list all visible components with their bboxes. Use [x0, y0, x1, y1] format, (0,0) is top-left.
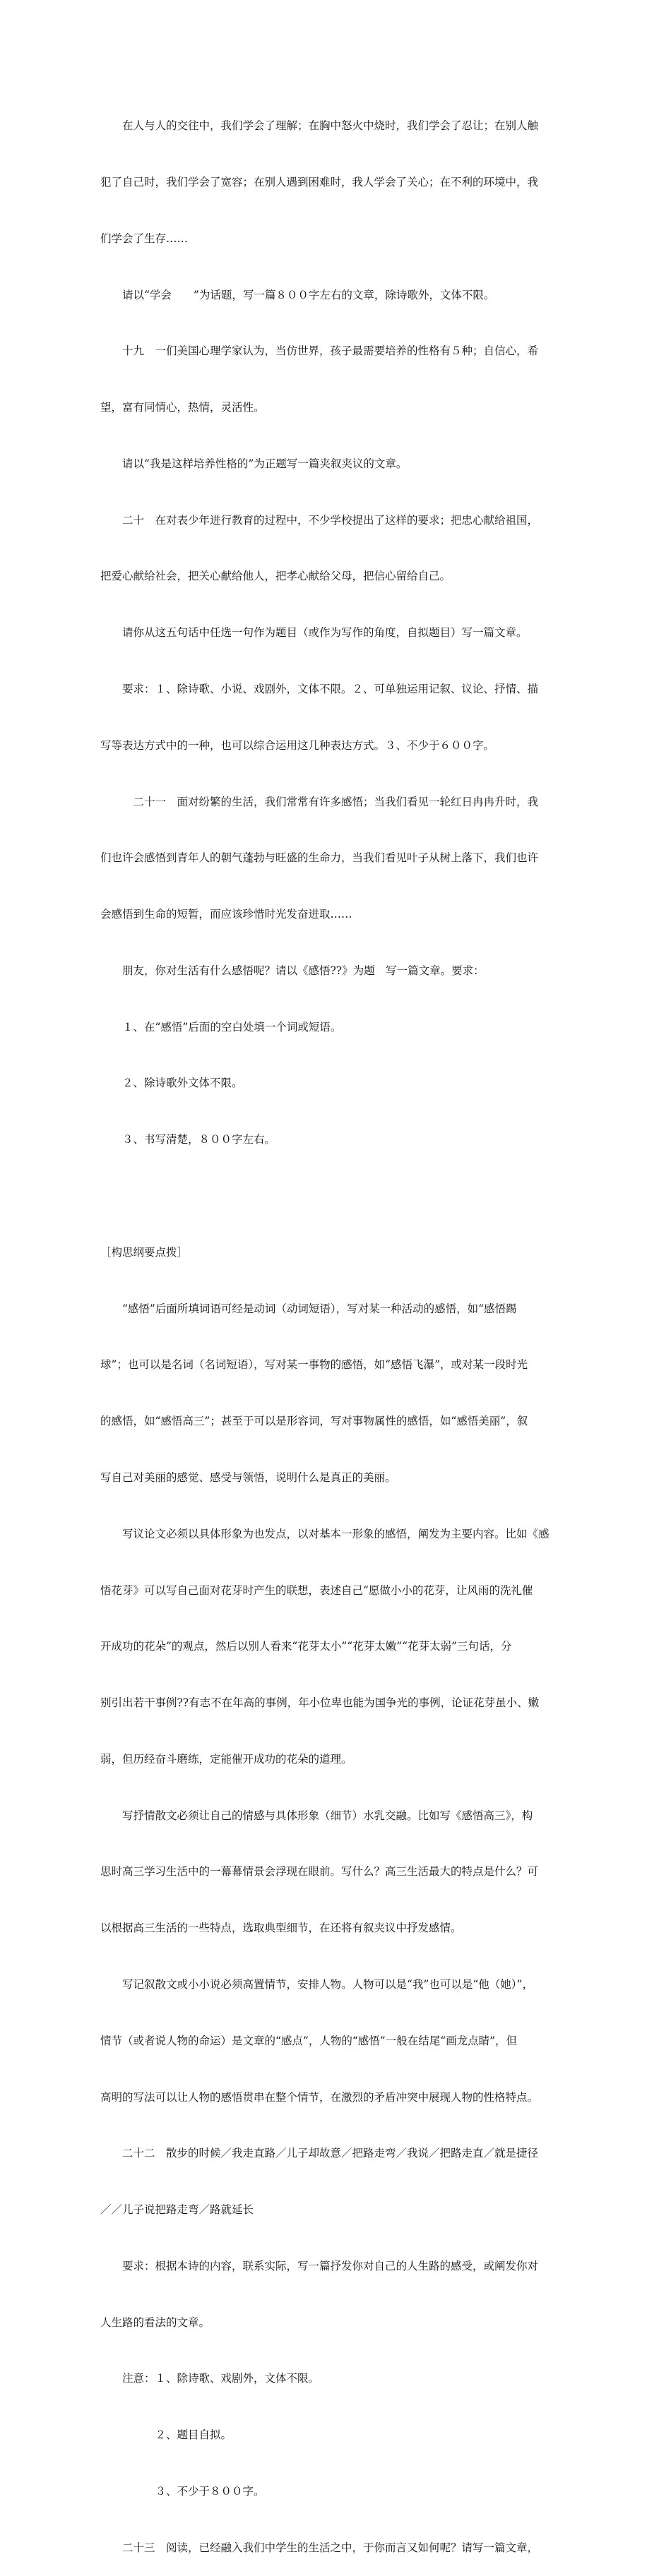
text-line: ２、题目自拟。 [100, 2428, 232, 2442]
text-line: 写记叙散文或小小说必须高置情节，安排人物。人物可以是“我”也可以是“他（她）”， [100, 1977, 533, 1991]
section-heading: ［构思纲要点拨］ [100, 1245, 189, 1259]
text-line: 人生路的看法的文章。 [100, 2316, 210, 2329]
text-line: 写抒情散文必须让自己的情感与具体形象（细节）水乳交融。比如写《感悟高三》，构 [100, 1809, 533, 1822]
text-line: 十九 一们美国心理学家认为，当仿世界，孩子最需要培养的性格有５种；自信心，希 [100, 345, 539, 358]
text-line: ３、书写清楚，８００字左右。 [100, 1133, 276, 1146]
text-line: 写等表达方式中的一种，也可以综合运用这几种表达方式。３、不少于６００字。 [100, 738, 495, 752]
text-line: 球”；也可以是名词（名词短语），写对某一事物的感悟，如“感悟飞瀑”，或对某一段时光 [100, 1358, 528, 1372]
text-line: 要求：１、除诗歌、小说、戏剧外，文体不限。２、可单独运用记叙、议论、抒情、描 [100, 683, 539, 695]
document-body [100, 79, 571, 2576]
text-line: 写议论文必须以具体形象为也发点，以对基本一形象的感悟，阐发为主要内容。比如《感 [100, 1527, 550, 1540]
text-line: 二十三 阅读，已经融入我们中学生的生活之中，于你而言又如何呢？请写一篇文章， [100, 2541, 539, 2554]
text-line: 要求：根据本诗的内容，联系实际，写一篇抒发你对自己的人生路的感受，或阐发你对 [100, 2259, 539, 2272]
text-line: 们也许会感悟到青年人的朝气蓬勃与旺盛的生命力，当我们看见叶子从树上落下，我们也许 [100, 851, 539, 865]
text-line: 别引出若干事例??有志不在年高的事例，年小位卑也能为国争光的事例，论证花芽虽小、嫩 [100, 1696, 540, 1710]
text-line: 情节（或者说人物的命运）是文章的“感点”，人物的“感悟”一般在结尾“画龙点睛”，但 [100, 2034, 518, 2047]
text-line: 的感悟，如“感悟高三”；甚至于可以是形容词，写对事物属性的感悟，如“感悟美丽”，叙 [100, 1415, 528, 1428]
text-line: 请你从这五句话中任选一句作为题目（或作为写作的角度，自拟题目）写一篇文章。 [100, 626, 528, 640]
text-line: 朋友，你对生活有什么感悟呢？请以《感悟??》为题 写一篇文章。要求： [100, 964, 485, 977]
blank-line [100, 1187, 571, 1206]
text-line: 思时高三学习生活中的一幕幕情景会浮现在眼前。写什么？高三生活最大的特点是什么？可 [100, 1865, 539, 1879]
text-line: 们学会了生存…… [100, 232, 189, 245]
text-line: ３、不少于８００字。 [100, 2485, 265, 2498]
text-line: 二十二 散步的时候／我走直路／儿子却故意／把路走弯／我说／把路走直／就是捷径 [100, 2147, 539, 2160]
text-line: ２、除诗歌外文体不限。 [100, 1077, 243, 1090]
text-line: 悟花芽》可以写自己面对花芽时产生的联想，表述自己“愿做小小的花芽，让风雨的洗礼催 [100, 1583, 533, 1597]
text-line: 请以“我是这样培养性格的”为正题写一篇夹叙夹议的文章。 [100, 457, 408, 470]
text-line: 注意：１、除诗歌、戏剧外，文体不限。 [100, 2372, 320, 2385]
text-line: 以根据高三生活的一些特点，选取典型细节，在还将有叙夹议中抒发感情。 [100, 1922, 462, 1935]
text-line: 开成功的花朵”的观点，然后以别人看来“花芽太小”“花芽太嫩”“花芽太弱”三句话，分 [100, 1640, 512, 1653]
text-line: 请以“学会 ”为话题，写一篇８００字左右的文章，除诗歌外，文体不限。 [100, 288, 495, 301]
text-line: 望，富有同情心，热情，灵活性。 [100, 401, 265, 414]
text-line: 二十一 面对纷繁的生活，我们常常有许多感悟；当我们看见一轮红日冉冉升时，我 [100, 795, 539, 808]
text-line: “感悟”后面所填词语可经是动词（动词短语），写对某一种活动的感悟，如“感悟踢 [100, 1302, 517, 1315]
text-line: 犯了自己时，我们学会了宽容；在别人遇到困难时，我人学会了关心；在不利的环境中，我 [100, 175, 539, 188]
text-line: 弱，但历经奋斗磨练，定能催开成功的花朵的道理。 [100, 1752, 352, 1766]
text-line: 把爱心献给社会，把关心献给他人，把孝心献给父母，把信心留给自己。 [100, 570, 451, 583]
text-line: 高明的写法可以让人物的感悟贯串在整个情节，在激烈的矛盾冲突中展现人物的性格特点。 [100, 2090, 539, 2104]
text-line: １、在“感悟”后面的空白处填一个词或短语。 [100, 1020, 342, 1034]
text-line: ／／儿子说把路走弯／路就延长 [100, 2203, 254, 2217]
text-line: 写自己对美丽的感觉、感受与领悟，说明什么是真正的美丽。 [100, 1470, 396, 1484]
text-line: 在人与人的交往中，我们学会了理解；在胸中怒火中烧时，我们学会了忍让；在别人触 [100, 119, 539, 133]
text-line: 会感悟到生命的短暂，而应该珍惜时光发奋进取…… [100, 908, 352, 921]
text-line: 二十 在对表少年进行教育的过程中，不少学校提出了这样的要求；把忠心献给祖国， [100, 513, 539, 527]
